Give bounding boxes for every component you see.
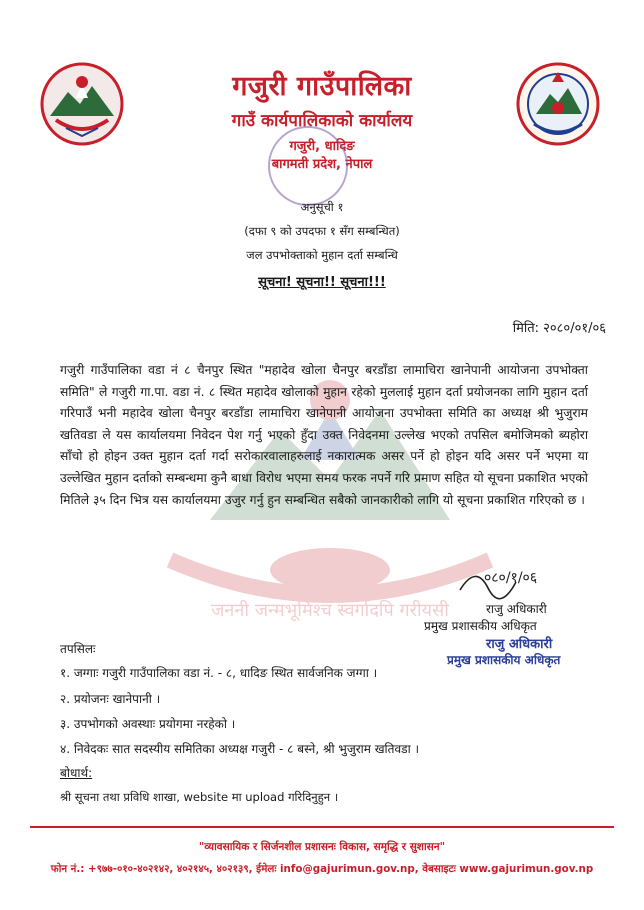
notice-headline [0,272,644,290]
details-label: तपसिलः [60,642,96,656]
office-subtitle: गाउँ कार्यपालिकाको कार्यालय [231,111,413,131]
notice-headline-text: सूचना! सूचना!! सूचना!!! [258,275,386,290]
footer-divider [30,826,614,828]
detail-item-land: १. जग्गाः गजुरी गाउँपालिका वडा नं. - ८, धादिङ स्थित सार्वजनिक जग्गा । [60,666,378,680]
footer-contact: फोन नं.: +९७७-०१०-४०२१४२, ४०२१४५, ४०२१३९, ईमेलः info@gajurimun.gov.np, वेबसाइटः www.gajurimun.gov.np [50,863,594,875]
bodhartha-label: बोधार्थ: [60,766,93,780]
notice-subject: जल उपभोक्ताको मुहान दर्ता सम्बन्धि [246,248,398,262]
footer-slogan: "व्यावसायिक र सिर्जनशील प्रशासनः विकास, समृद्धि र सुशासन" [198,841,446,853]
handwritten-date: ०८०/१/०६ [484,570,538,586]
detail-item-purpose: २. प्रयोजनः खानेपानी । [60,692,161,706]
detail-item-usage: ३. उपभोगको अवस्थाः प्रयोगमा नरहेको । [60,717,236,731]
detail-item-applicant: ४. निवेदकः सात सदस्यीय समितिका अध्यक्ष गजुरी - ८ बस्ने, श्री भुजुराम खतिवडा । [60,742,420,756]
bodhartha-text: श्री सूचना तथा प्रविधि शाखा, website मा upload गरिदिनुहुन । [60,790,339,804]
office-address-district: गजुरी, धादिङ [289,139,355,154]
signatory-title: प्रमुख प्रशासकीय अधिकृत [424,619,537,633]
section-reference: (दफा ९ को उपदफा १ सँग सम्बन्धित) [244,224,400,238]
notice-date: मिति: २०८०/०१/०६ [512,321,606,336]
stamp-signatory-name: राजु अधिकारी [486,637,553,652]
schedule-label: अनुसूची १ [300,200,344,214]
stamp-signatory-title: प्रमुख प्रशासकीय अधिकृत [447,653,561,667]
office-stamp-circle [268,126,348,206]
notice-body-paragraph: गजुरी गाउँपालिका वडा नं ८ चैनपुर स्थित "महादेव खोला चैनपुर बरडाँडा लामाचिरा खानेपानी आयोजना उपभोक्ता समिति" ले गजुरी गा.पा. वडा नं. ८ स्थित महादेव खोलाको मुहान रहेको मुललाई मुहान दर्ता प्रयोजनका लागि मुहान दर्ता गरिपाउँ भनी महादेव खोला चैनपुर बरडाँडा लामाचिरा खानेपानी आयोजना उपभोक्ता समिति का अध्यक्ष श्री भुजुराम खतिवडा ले यस कार्यालयमा निवेदन पेश गर्नु भएको हुँदा उक्त निवेदनमा उल्लेख भएको तपसिल बमोजिमको ब्यहोरा साँचो हो होइन उक्त मुहान दर्ता गर्दा सरोकारवालाहरुलाई नकारात्मक असर पर्ने हो होइन यदि असर पर्ने भएमा या उल्लेखित मुहान दर्ताको सम्बन्धमा कुनै बाधा विरोध भएमा समय फरक नपर्ने गरि प्रमाण सहित यो सूचना प्रकाशित भएको मितिले ३५ दिन भित्र यस कार्यालयमा उजुर गर्नु हुन सम्बन्धित सबैको जानकारीको लागि यो सूचना प्रकाशित गरिएको छ । [60,363,588,507]
signatory-name: राजु अधिकारी [486,602,547,616]
office-address-province: बागमती प्रदेश, नेपाल [271,157,373,172]
watermark-motto: जननी जन्मभूमिश्च स्वर्गादपि गरीयसी [211,600,449,621]
municipality-title: गजुरी गाउँपालिका [232,71,412,102]
handwritten-signature [458,560,568,600]
